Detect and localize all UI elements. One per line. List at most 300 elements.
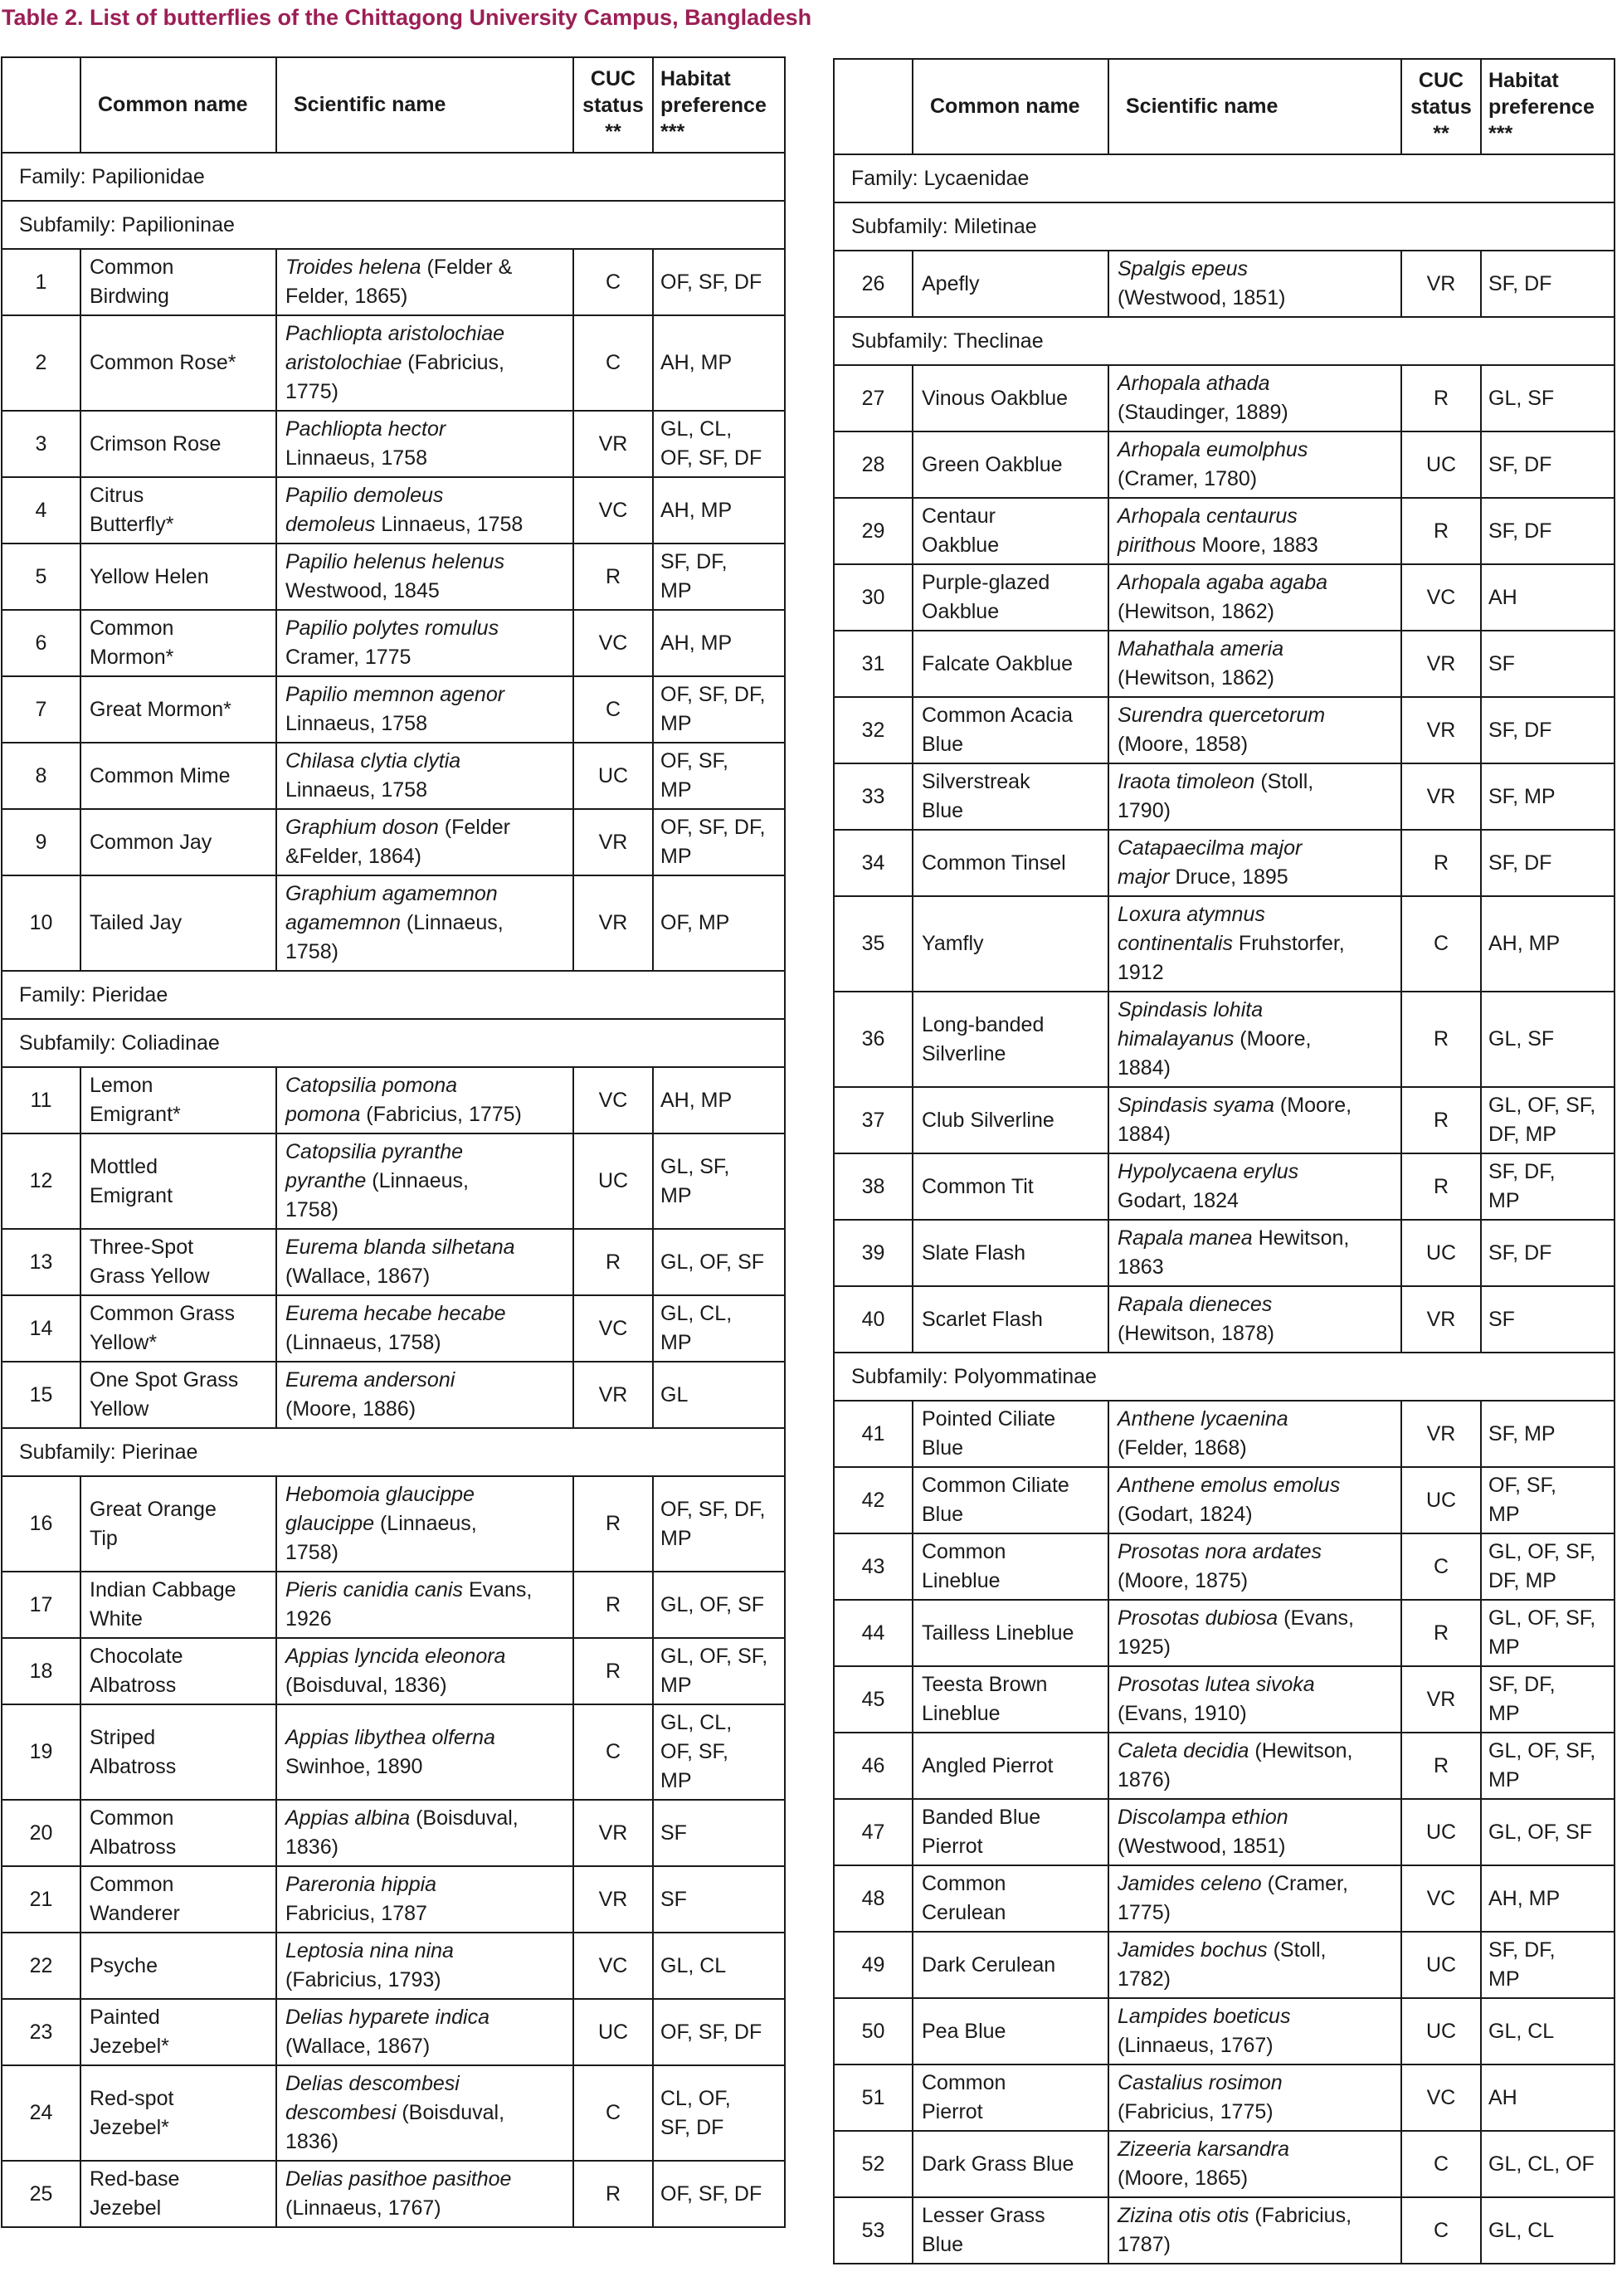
cuc-status: C [1401, 896, 1481, 992]
species-row [834, 1733, 1615, 1799]
habitat-preference: GL, OF, SF, DF, MP [1481, 1533, 1615, 1600]
species-number: 13 [2, 1229, 80, 1295]
species-number: 38 [834, 1153, 913, 1220]
table-body-left [2, 153, 785, 2227]
cuc-status: VR [1401, 1286, 1481, 1353]
habitat-preference: GL, OF, SF, MP [1481, 1600, 1615, 1666]
scientific-name: Jamides celeno (Cramer, 1775) [1108, 1865, 1401, 1932]
cuc-status: C [573, 2065, 653, 2161]
table-header-row [834, 59, 1615, 154]
habitat-preference: OF, SF, MP [1481, 1467, 1615, 1533]
species-row [2, 544, 785, 610]
species-number: 18 [2, 1638, 80, 1704]
habitat-preference: SF, DF [1481, 431, 1615, 498]
common-name: Lemon Emigrant* [80, 1067, 276, 1133]
habitat-preference: AH [1481, 564, 1615, 631]
species-number: 10 [2, 875, 80, 971]
column-header-habitat-preference: Habitat preference *** [1481, 59, 1615, 154]
scientific-name: Hebomoia glaucippe glaucippe (Linnaeus, 1758) [276, 1476, 573, 1572]
habitat-preference: OF, SF, DF, MP [653, 1476, 785, 1572]
common-name: Common Birdwing [80, 249, 276, 315]
habitat-preference: GL, CL, MP [653, 1295, 785, 1362]
common-name: Common Pierrot [913, 2064, 1108, 2131]
column-header-common-name: Common name [913, 59, 1108, 154]
scientific-name: Pachliopta aristolochiae aristolochiae (Fabricius, 1775) [276, 315, 573, 411]
cuc-status: R [573, 544, 653, 610]
common-name: Common Cerulean [913, 1865, 1108, 1932]
scientific-name: Papilio polytes romulus Cramer, 1775 [276, 610, 573, 676]
cuc-status: VC [573, 1933, 653, 1999]
scientific-name: Lampides boeticus (Linnaeus, 1767) [1108, 1998, 1401, 2064]
species-row [834, 564, 1615, 631]
species-row [2, 249, 785, 315]
species-number: 37 [834, 1087, 913, 1153]
cuc-status: VR [1401, 697, 1481, 763]
scientific-name: Troides helena (Felder & Felder, 1865) [276, 249, 573, 315]
species-row [834, 1401, 1615, 1467]
habitat-preference: SF [1481, 1286, 1615, 1353]
species-row [2, 743, 785, 809]
species-number: 3 [2, 411, 80, 477]
scientific-name: Discolampa ethion (Westwood, 1851) [1108, 1799, 1401, 1865]
habitat-preference: GL, OF, SF, DF, MP [1481, 1087, 1615, 1153]
habitat-preference: SF, MP [1481, 763, 1615, 830]
habitat-preference: SF [653, 1866, 785, 1933]
habitat-preference: GL, CL [1481, 1998, 1615, 2064]
habitat-preference: GL, OF, SF [653, 1229, 785, 1295]
cuc-status: C [1401, 1533, 1481, 1600]
scientific-name: Loxura atymnus continentalis Fruhstorfer, 1912 [1108, 896, 1401, 992]
species-number: 41 [834, 1401, 913, 1467]
species-row [834, 1087, 1615, 1153]
cuc-status: VC [1401, 2064, 1481, 2131]
species-row [2, 1866, 785, 1933]
cuc-status: C [1401, 2131, 1481, 2197]
scientific-name: Leptosia nina nina (Fabricius, 1793) [276, 1933, 573, 1999]
common-name: Yamfly [913, 896, 1108, 992]
species-row [834, 431, 1615, 498]
cuc-status: UC [1401, 1932, 1481, 1998]
common-name: Pointed Ciliate Blue [913, 1401, 1108, 1467]
scientific-name: Appias lyncida eleonora (Boisduval, 1836) [276, 1638, 573, 1704]
common-name: Common Grass Yellow* [80, 1295, 276, 1362]
species-row [834, 697, 1615, 763]
species-row [2, 1999, 785, 2065]
species-number: 53 [834, 2197, 913, 2264]
family-row [834, 154, 1615, 202]
common-name: Common Wanderer [80, 1866, 276, 1933]
group-label: Family: Pieridae [2, 971, 785, 1019]
species-number: 45 [834, 1666, 913, 1733]
subfamily-row [834, 202, 1615, 251]
habitat-preference: GL, SF [1481, 992, 1615, 1087]
species-number: 22 [2, 1933, 80, 1999]
species-number: 34 [834, 830, 913, 896]
cuc-status: VC [573, 1067, 653, 1133]
subfamily-row [834, 317, 1615, 365]
species-number: 16 [2, 1476, 80, 1572]
species-number: 49 [834, 1932, 913, 1998]
cuc-status: R [1401, 1087, 1481, 1153]
table-body-right [834, 154, 1615, 2264]
scientific-name: Jamides bochus (Stoll, 1782) [1108, 1932, 1401, 1998]
species-row [2, 1295, 785, 1362]
species-number: 5 [2, 544, 80, 610]
species-row [2, 315, 785, 411]
species-number: 32 [834, 697, 913, 763]
species-number: 15 [2, 1362, 80, 1428]
species-row [834, 1467, 1615, 1533]
cuc-status: VR [573, 875, 653, 971]
column-header-scientific-name: Scientific name [276, 57, 573, 153]
scientific-name: Papilio demoleus demoleus Linnaeus, 1758 [276, 477, 573, 544]
common-name: Common Tinsel [913, 830, 1108, 896]
cuc-status: R [1401, 992, 1481, 1087]
table-header-row [2, 57, 785, 153]
cuc-status: R [573, 2161, 653, 2227]
species-number: 17 [2, 1572, 80, 1638]
common-name: Great Mormon* [80, 676, 276, 743]
scientific-name: Graphium agamemnon agamemnon (Linnaeus, 1758) [276, 875, 573, 971]
habitat-preference: AH, MP [653, 315, 785, 411]
species-number: 19 [2, 1704, 80, 1800]
butterfly-table-left [1, 56, 786, 2228]
butterfly-table-right [833, 58, 1615, 2264]
scientific-name: Iraota timoleon (Stoll, 1790) [1108, 763, 1401, 830]
habitat-preference: SF, DF [1481, 1220, 1615, 1286]
cuc-status: VR [573, 1800, 653, 1866]
habitat-preference: SF, MP [1481, 1401, 1615, 1467]
column-header-number [2, 57, 80, 153]
species-row [2, 1638, 785, 1704]
habitat-preference: OF, SF, DF [653, 249, 785, 315]
family-row [2, 971, 785, 1019]
common-name: Common Tit [913, 1153, 1108, 1220]
habitat-preference: SF, DF, MP [1481, 1932, 1615, 1998]
cuc-status: UC [1401, 1799, 1481, 1865]
group-label: Subfamily: Polyommatinae [834, 1353, 1615, 1401]
species-number: 26 [834, 251, 913, 317]
common-name: Indian Cabbage White [80, 1572, 276, 1638]
habitat-preference: OF, MP [653, 875, 785, 971]
species-number: 50 [834, 1998, 913, 2064]
species-number: 39 [834, 1220, 913, 1286]
habitat-preference: SF, DF, MP [1481, 1666, 1615, 1733]
cuc-status: R [573, 1229, 653, 1295]
cuc-status: C [573, 315, 653, 411]
cuc-status: R [1401, 365, 1481, 431]
column-header-cuc-status: CUC status ** [1401, 59, 1481, 154]
common-name: Yellow Helen [80, 544, 276, 610]
scientific-name: Prosotas dubiosa (Evans, 1925) [1108, 1600, 1401, 1666]
common-name: Falcate Oakblue [913, 631, 1108, 697]
species-row [2, 477, 785, 544]
column-header-scientific-name: Scientific name [1108, 59, 1401, 154]
cuc-status: R [1401, 1733, 1481, 1799]
habitat-preference: AH [1481, 2064, 1615, 2131]
habitat-preference: GL, CL, OF, SF, DF [653, 411, 785, 477]
cuc-status: UC [1401, 1220, 1481, 1286]
cuc-status: VR [573, 1866, 653, 1933]
species-row [2, 676, 785, 743]
common-name: Slate Flash [913, 1220, 1108, 1286]
cuc-status: R [573, 1476, 653, 1572]
species-number: 28 [834, 431, 913, 498]
common-name: Mottled Emigrant [80, 1133, 276, 1229]
common-name: Common Lineblue [913, 1533, 1108, 1600]
common-name: Common Mormon* [80, 610, 276, 676]
species-row [834, 251, 1615, 317]
species-number: 29 [834, 498, 913, 564]
family-row [2, 153, 785, 201]
habitat-preference: OF, SF, DF, MP [653, 676, 785, 743]
table-title: Table 2. List of butterflies of the Chittagong University Campus, Bangladesh [2, 5, 812, 30]
species-row [834, 1220, 1615, 1286]
cuc-status: UC [573, 1999, 653, 2065]
cuc-status: VR [1401, 763, 1481, 830]
common-name: Red-base Jezebel [80, 2161, 276, 2227]
common-name: Apefly [913, 251, 1108, 317]
common-name: Long-banded Silverline [913, 992, 1108, 1087]
column-header-habitat-preference: Habitat preference *** [653, 57, 785, 153]
habitat-preference: CL, OF, SF, DF [653, 2065, 785, 2161]
species-row [834, 631, 1615, 697]
species-number: 48 [834, 1865, 913, 1932]
cuc-status: VC [573, 610, 653, 676]
cuc-status: VC [573, 477, 653, 544]
species-number: 20 [2, 1800, 80, 1866]
common-name: Lesser Grass Blue [913, 2197, 1108, 2264]
species-number: 33 [834, 763, 913, 830]
species-number: 43 [834, 1533, 913, 1600]
common-name: Common Acacia Blue [913, 697, 1108, 763]
cuc-status: R [1401, 498, 1481, 564]
habitat-preference: SF, DF [1481, 498, 1615, 564]
species-row [2, 1800, 785, 1866]
species-row [2, 1933, 785, 1999]
column-header-number [834, 59, 913, 154]
cuc-status: C [573, 249, 653, 315]
species-row [2, 875, 785, 971]
species-number: 47 [834, 1799, 913, 1865]
habitat-preference: AH, MP [653, 1067, 785, 1133]
cuc-status: C [1401, 2197, 1481, 2264]
species-number: 23 [2, 1999, 80, 2065]
habitat-preference: GL, SF [1481, 365, 1615, 431]
cuc-status: UC [1401, 431, 1481, 498]
species-number: 6 [2, 610, 80, 676]
group-label: Family: Papilionidae [2, 153, 785, 201]
subfamily-row [834, 1353, 1615, 1401]
species-number: 46 [834, 1733, 913, 1799]
species-row [2, 1572, 785, 1638]
common-name: Psyche [80, 1933, 276, 1999]
scientific-name: Appias libythea olferna Swinhoe, 1890 [276, 1704, 573, 1800]
cuc-status: UC [1401, 1998, 1481, 2064]
habitat-preference: SF, DF, MP [653, 544, 785, 610]
habitat-preference: OF, SF, DF [653, 2161, 785, 2227]
common-name: Common Albatross [80, 1800, 276, 1866]
scientific-name: Graphium doson (Felder &Felder, 1864) [276, 809, 573, 875]
common-name: Dark Cerulean [913, 1932, 1108, 1998]
habitat-preference: AH, MP [653, 477, 785, 544]
common-name: Club Silverline [913, 1087, 1108, 1153]
scientific-name: Eurema andersoni (Moore, 1886) [276, 1362, 573, 1428]
common-name: Pea Blue [913, 1998, 1108, 2064]
cuc-status: VR [1401, 1666, 1481, 1733]
common-name: Silverstreak Blue [913, 763, 1108, 830]
cuc-status: R [1401, 1153, 1481, 1220]
habitat-preference: SF, DF, MP [1481, 1153, 1615, 1220]
scientific-name: Pachliopta hector Linnaeus, 1758 [276, 411, 573, 477]
scientific-name: Delias pasithoe pasithoe (Linnaeus, 1767) [276, 2161, 573, 2227]
subfamily-row [2, 1428, 785, 1476]
scientific-name: Pieris canidia canis Evans, 1926 [276, 1572, 573, 1638]
species-row [2, 1362, 785, 1428]
scientific-name: Catopsilia pyranthe pyranthe (Linnaeus, 1758) [276, 1133, 573, 1229]
habitat-preference: SF, DF [1481, 251, 1615, 317]
scientific-name: Chilasa clytia clytia Linnaeus, 1758 [276, 743, 573, 809]
species-number: 25 [2, 2161, 80, 2227]
habitat-preference: SF [653, 1800, 785, 1866]
species-row [834, 2064, 1615, 2131]
common-name: Red-spot Jezebel* [80, 2065, 276, 2161]
species-row [2, 809, 785, 875]
scientific-name: Anthene emolus emolus (Godart, 1824) [1108, 1467, 1401, 1533]
cuc-status: C [573, 1704, 653, 1800]
species-number: 44 [834, 1600, 913, 1666]
scientific-name: Catapaecilma major major Druce, 1895 [1108, 830, 1401, 896]
scientific-name: Eurema blanda silhetana (Wallace, 1867) [276, 1229, 573, 1295]
species-row [834, 1533, 1615, 1600]
scientific-name: Arhopala agaba agaba (Hewitson, 1862) [1108, 564, 1401, 631]
species-row [834, 2131, 1615, 2197]
cuc-status: UC [1401, 1467, 1481, 1533]
species-number: 4 [2, 477, 80, 544]
species-row [834, 1286, 1615, 1353]
common-name: Striped Albatross [80, 1704, 276, 1800]
habitat-preference: GL, OF, SF, MP [653, 1638, 785, 1704]
species-number: 7 [2, 676, 80, 743]
common-name: Purple-glazed Oakblue [913, 564, 1108, 631]
species-number: 51 [834, 2064, 913, 2131]
cuc-status: VR [573, 809, 653, 875]
species-row [2, 1067, 785, 1133]
species-row [834, 1998, 1615, 2064]
species-row [834, 896, 1615, 992]
species-row [2, 411, 785, 477]
species-number: 1 [2, 249, 80, 315]
habitat-preference: OF, SF, MP [653, 743, 785, 809]
habitat-preference: SF, DF [1481, 697, 1615, 763]
cuc-status: VR [573, 1362, 653, 1428]
species-row [834, 763, 1615, 830]
common-name: Common Jay [80, 809, 276, 875]
scientific-name: Eurema hecabe hecabe (Linnaeus, 1758) [276, 1295, 573, 1362]
cuc-status: VC [1401, 1865, 1481, 1932]
habitat-preference: GL, OF, SF [653, 1572, 785, 1638]
habitat-preference: OF, SF, DF, MP [653, 809, 785, 875]
common-name: Common Rose* [80, 315, 276, 411]
scientific-name: Arhopala centaurus pirithous Moore, 1883 [1108, 498, 1401, 564]
habitat-preference: AH, MP [653, 610, 785, 676]
column-header-cuc-status: CUC status ** [573, 57, 653, 153]
species-number: 36 [834, 992, 913, 1087]
group-label: Subfamily: Papilioninae [2, 201, 785, 249]
common-name: Citrus Butterfly* [80, 477, 276, 544]
scientific-name: Arhopala athada (Staudinger, 1889) [1108, 365, 1401, 431]
cuc-status: VC [1401, 564, 1481, 631]
habitat-preference: GL, CL, OF [1481, 2131, 1615, 2197]
common-name: Vinous Oakblue [913, 365, 1108, 431]
group-label: Subfamily: Pierinae [2, 1428, 785, 1476]
species-number: 27 [834, 365, 913, 431]
common-name: Dark Grass Blue [913, 2131, 1108, 2197]
group-label: Subfamily: Coliadinae [2, 1019, 785, 1067]
cuc-status: R [573, 1572, 653, 1638]
group-label: Subfamily: Miletinae [834, 202, 1615, 251]
common-name: Tailless Lineblue [913, 1600, 1108, 1666]
species-number: 8 [2, 743, 80, 809]
species-number: 2 [2, 315, 80, 411]
scientific-name: Surendra quercetorum (Moore, 1858) [1108, 697, 1401, 763]
scientific-name: Spindasis syama (Moore, 1884) [1108, 1087, 1401, 1153]
scientific-name: Mahathala ameria (Hewitson, 1862) [1108, 631, 1401, 697]
habitat-preference: GL, CL, OF, SF, MP [653, 1704, 785, 1800]
common-name: Three-Spot Grass Yellow [80, 1229, 276, 1295]
common-name: Common Ciliate Blue [913, 1467, 1108, 1533]
cuc-status: C [573, 676, 653, 743]
common-name: Great Orange Tip [80, 1476, 276, 1572]
species-number: 42 [834, 1467, 913, 1533]
habitat-preference: GL, OF, SF [1481, 1799, 1615, 1865]
habitat-preference: GL, OF, SF, MP [1481, 1733, 1615, 1799]
scientific-name: Zizina otis otis (Fabricius, 1787) [1108, 2197, 1401, 2264]
scientific-name: Delias hyparete indica (Wallace, 1867) [276, 1999, 573, 2065]
species-row [834, 1865, 1615, 1932]
common-name: Teesta Brown Lineblue [913, 1666, 1108, 1733]
species-number: 21 [2, 1866, 80, 1933]
habitat-preference: GL, CL [1481, 2197, 1615, 2264]
scientific-name: Papilio helenus helenus Westwood, 1845 [276, 544, 573, 610]
species-row [834, 992, 1615, 1087]
habitat-preference: OF, SF, DF [653, 1999, 785, 2065]
scientific-name: Castalius rosimon (Fabricius, 1775) [1108, 2064, 1401, 2131]
common-name: Chocolate Albatross [80, 1638, 276, 1704]
species-number: 40 [834, 1286, 913, 1353]
scientific-name: Prosotas nora ardates (Moore, 1875) [1108, 1533, 1401, 1600]
species-row [834, 1600, 1615, 1666]
cuc-status: VR [1401, 1401, 1481, 1467]
cuc-status: VR [573, 411, 653, 477]
scientific-name: Spalgis epeus (Westwood, 1851) [1108, 251, 1401, 317]
scientific-name: Pareronia hippia Fabricius, 1787 [276, 1866, 573, 1933]
habitat-preference: AH, MP [1481, 1865, 1615, 1932]
subfamily-row [2, 1019, 785, 1067]
scientific-name: Rapala manea Hewitson, 1863 [1108, 1220, 1401, 1286]
scientific-name: Rapala dieneces (Hewitson, 1878) [1108, 1286, 1401, 1353]
common-name: Tailed Jay [80, 875, 276, 971]
species-row [834, 498, 1615, 564]
habitat-preference: SF, DF [1481, 830, 1615, 896]
species-number: 30 [834, 564, 913, 631]
species-row [2, 2161, 785, 2227]
common-name: Green Oakblue [913, 431, 1108, 498]
scientific-name: Zizeeria karsandra (Moore, 1865) [1108, 2131, 1401, 2197]
species-number: 12 [2, 1133, 80, 1229]
cuc-status: UC [573, 743, 653, 809]
species-row [834, 1666, 1615, 1733]
